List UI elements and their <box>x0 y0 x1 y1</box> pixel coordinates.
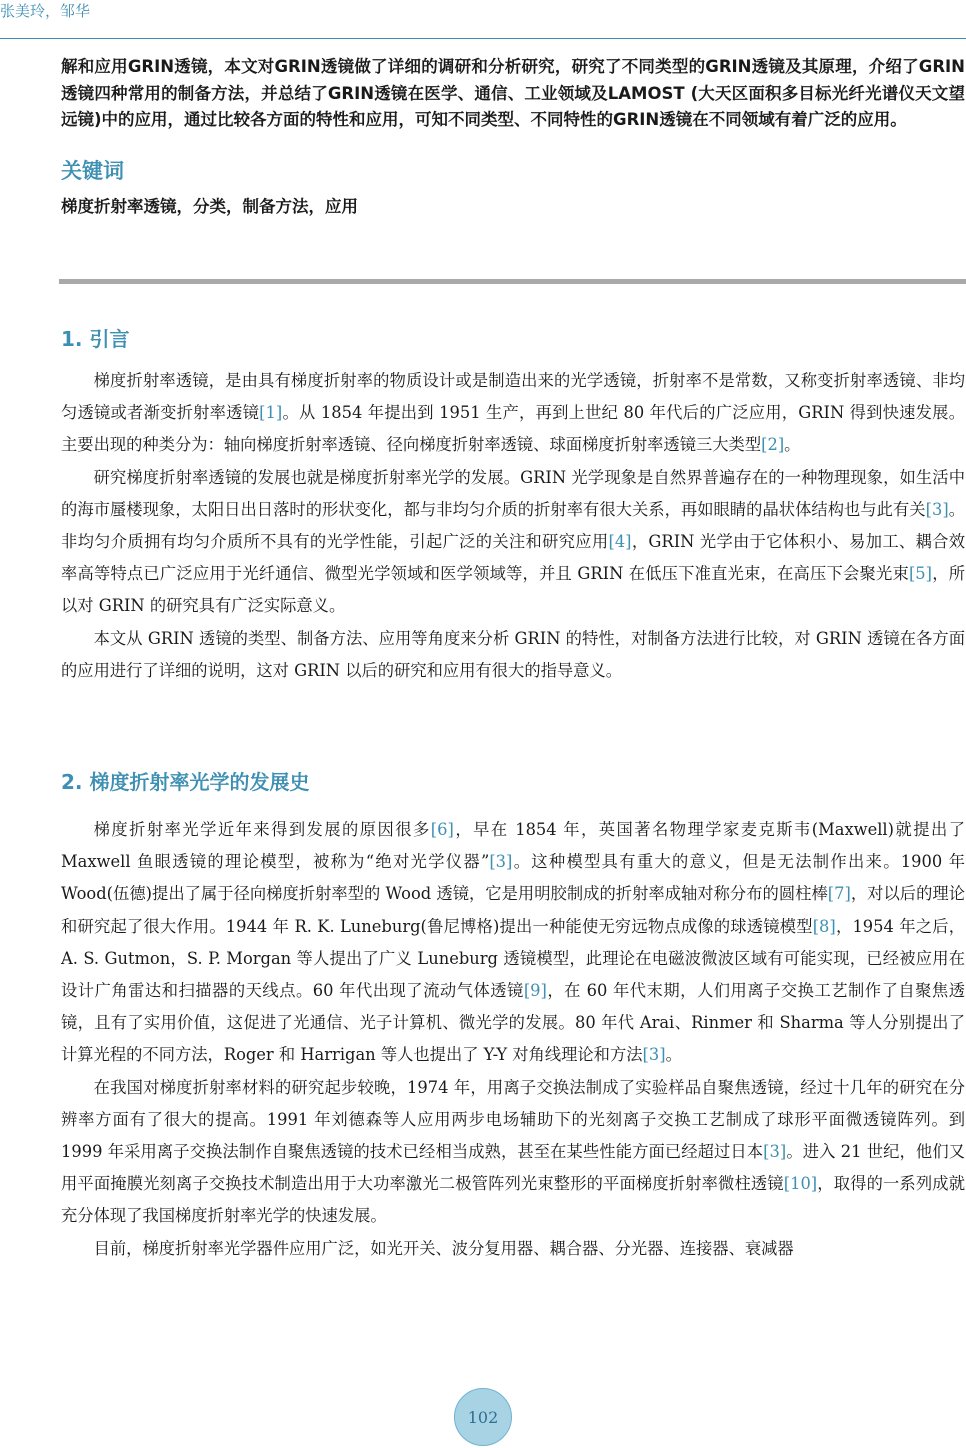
section-heading-introduction: 1. 引言 <box>61 327 130 351</box>
paragraph <box>61 623 965 687</box>
citation-ref[interactable]: [3] <box>763 1142 787 1162</box>
text-run: 。进入 21 世纪，他们又用平面掩膜光刻离子交换技术制造出用于大功率激光二极管阵列光束整形的平面梯度折射率微柱透镜 <box>61 1142 965 1194</box>
text-run: ，1954 年之后，A. S. Gutmon，S. P. Morgan 等人提出了广义 Luneburg 透镜模型，此理论在电磁波微波区域有可能实现，已经被应用在设计广角雷达和扫描器的天线点。60 年代出现了流动气体透镜 <box>61 916 965 1001</box>
citation-ref[interactable]: [3] <box>489 852 513 872</box>
page-number-badge <box>454 1388 512 1446</box>
text-run: 本文从 GRIN 透镜的类型、制备方法、应用等角度来分析 GRIN 的特性，对制备方法进行比较，对 GRIN 透镜在各方面的应用进行了详细的说明，这对 GRIN 以后的研究和应用有很大的指导意义。 <box>61 628 965 680</box>
section-history <box>61 767 965 1265</box>
text-run: ，取得的一系列成就充分体现了我国梯度折射率光学的快速发展。 <box>61 1174 965 1226</box>
text-run: 梯度折射率透镜，是由具有梯度折射率的物质设计或是制造出来的光学透镜，折射率不是常数，又称变折射率透镜、非均匀透镜或者渐变折射率透镜 <box>61 371 965 423</box>
paragraph <box>61 1233 965 1265</box>
header-rule <box>0 38 966 39</box>
page-number: 102 <box>467 1407 499 1427</box>
citation-ref[interactable]: [6] <box>430 820 454 839</box>
abstract-block <box>61 54 965 220</box>
paragraph <box>61 365 965 462</box>
text-run: 梯度折射率光学近年来得到发展的原因很多 <box>93 820 431 839</box>
text-run: 在我国对梯度折射率材料的研究起步较晚，1974 年，用离子交换法制成了实验样品自聚焦透镜，经过十几年的研究在分辨率方面有了很大的提高。1991 年刘德森等人应用两步电场辅助下的光刻离子交换工艺制成了球形平面微透镜阵列。到 1999 年采用离子交换法制作自聚焦透镜的技术已经相当成熟，甚至在某些性能方面已经超过日本 <box>61 1077 965 1162</box>
text-run: 。从 1854 年提出到 1951 生产，再到上世纪 80 年代后的广泛应用，GRIN 得到快速发展。主要出现的种类分为：轴向梯度折射率透镜、径向梯度折射率透镜、球面梯度折射率透镜三大类型 <box>61 403 965 455</box>
section-divider <box>59 279 966 284</box>
text-run: 目前，梯度折射率光学器件应用广泛，如光开关、波分复用器、耦合器、分光器、连接器、衰减器 <box>93 1238 794 1258</box>
paragraph <box>61 462 965 623</box>
citation-ref[interactable]: [1] <box>259 403 283 423</box>
text-run: 研究梯度折射率透镜的发展也就是梯度折射率光学的发展。GRIN 光学现象是自然界普遍存在的一种物理现象，如生活中的海市蜃楼现象，太阳日出日落时的形状变化，都与非均匀介质的折射率有很大关系，再如眼睛的晶状体结构也与此有关 <box>61 467 965 519</box>
text-run: 。这种模型具有重大的意义，但是无法制作出来。1900 年 Wood(伍德)提出了属于径向梯度折射率型的 Wood 透镜，它是用明胶制成的折射率成轴对称分布的圆柱棒 <box>61 852 965 904</box>
text-run: 。非均匀介质拥有均匀介质所不具有的光学性能，引起广泛的关注和研究应用 <box>61 499 965 552</box>
text-run: ，早在 1854 年，英国著名物理学家麦克斯韦(Maxwell)就提出了 Maxwell 鱼眼透镜的理论模型，被称为“绝对光学仪器” <box>61 820 965 872</box>
paragraph <box>61 814 965 1072</box>
running-header <box>0 0 966 38</box>
abstract-text: 解和应用GRIN透镜，本文对GRIN透镜做了详细的调研和分析研究，研究了不同类型的GRIN透镜及其原理，介绍了GRIN透镜四种常用的制备方法，并总结了GRIN透镜在医学、通信、工业领域及LAMOST (大天区面积多目标光纤光谱仪天文望远镜)中的应用，通过比较各方面的特性和应用，可知不同类型、不同特性的GRIN透镜在不同领域有着广泛的应用。 <box>61 57 965 129</box>
citation-ref[interactable]: [8] <box>812 916 836 936</box>
text-run: ，在 60 年代末期，人们用离子交换工艺制作了自聚焦透镜，且有了实用价值，这促进了光通信、光子计算机、微光学的发展。80 年代 Arai、Rinmer 和 Sharma 等人分别提出了计算光程的不同方法，Roger 和 Harrigan 等人也提出了 Y-Y 对角线理论和方法 <box>61 981 965 1065</box>
section-introduction <box>61 324 965 687</box>
citation-ref[interactable]: [3] <box>925 499 949 519</box>
keywords-text: 梯度折射率透镜，分类，制备方法，应用 <box>61 196 358 216</box>
text-run: 。 <box>784 435 801 455</box>
text-run: ，GRIN 光学由于它体积小、易加工、耦合效率高等特点已广泛应用于光纤通信、微型光学领域和医学领域等，并且 GRIN 在低压下准直光束，在高压下会聚光束 <box>61 532 965 584</box>
citation-ref[interactable]: [9] <box>523 981 547 1001</box>
keywords-heading: 关键词 <box>61 158 124 183</box>
citation-ref[interactable]: [3] <box>642 1045 666 1065</box>
citation-ref[interactable]: [5] <box>908 564 933 584</box>
paragraph <box>61 1072 965 1233</box>
citation-ref[interactable]: [10] <box>783 1174 818 1194</box>
text-run: 。 <box>665 1045 682 1065</box>
citation-ref[interactable]: [4] <box>608 532 632 552</box>
header-authors: 张美玲，邹华 <box>0 2 91 20</box>
text-run: ，所以对 GRIN 的研究具有广泛实际意义。 <box>61 564 965 616</box>
citation-ref[interactable]: [7] <box>827 884 851 904</box>
text-run: ，对以后的理论和研究起了很大作用。1944 年 R. K. Luneburg(鲁尼博格)提出一种能使无穷远物点成像的球透镜模型 <box>61 884 965 936</box>
section-heading-history: 2. 梯度折射率光学的发展史 <box>61 770 310 794</box>
citation-ref[interactable]: [2] <box>761 435 785 455</box>
